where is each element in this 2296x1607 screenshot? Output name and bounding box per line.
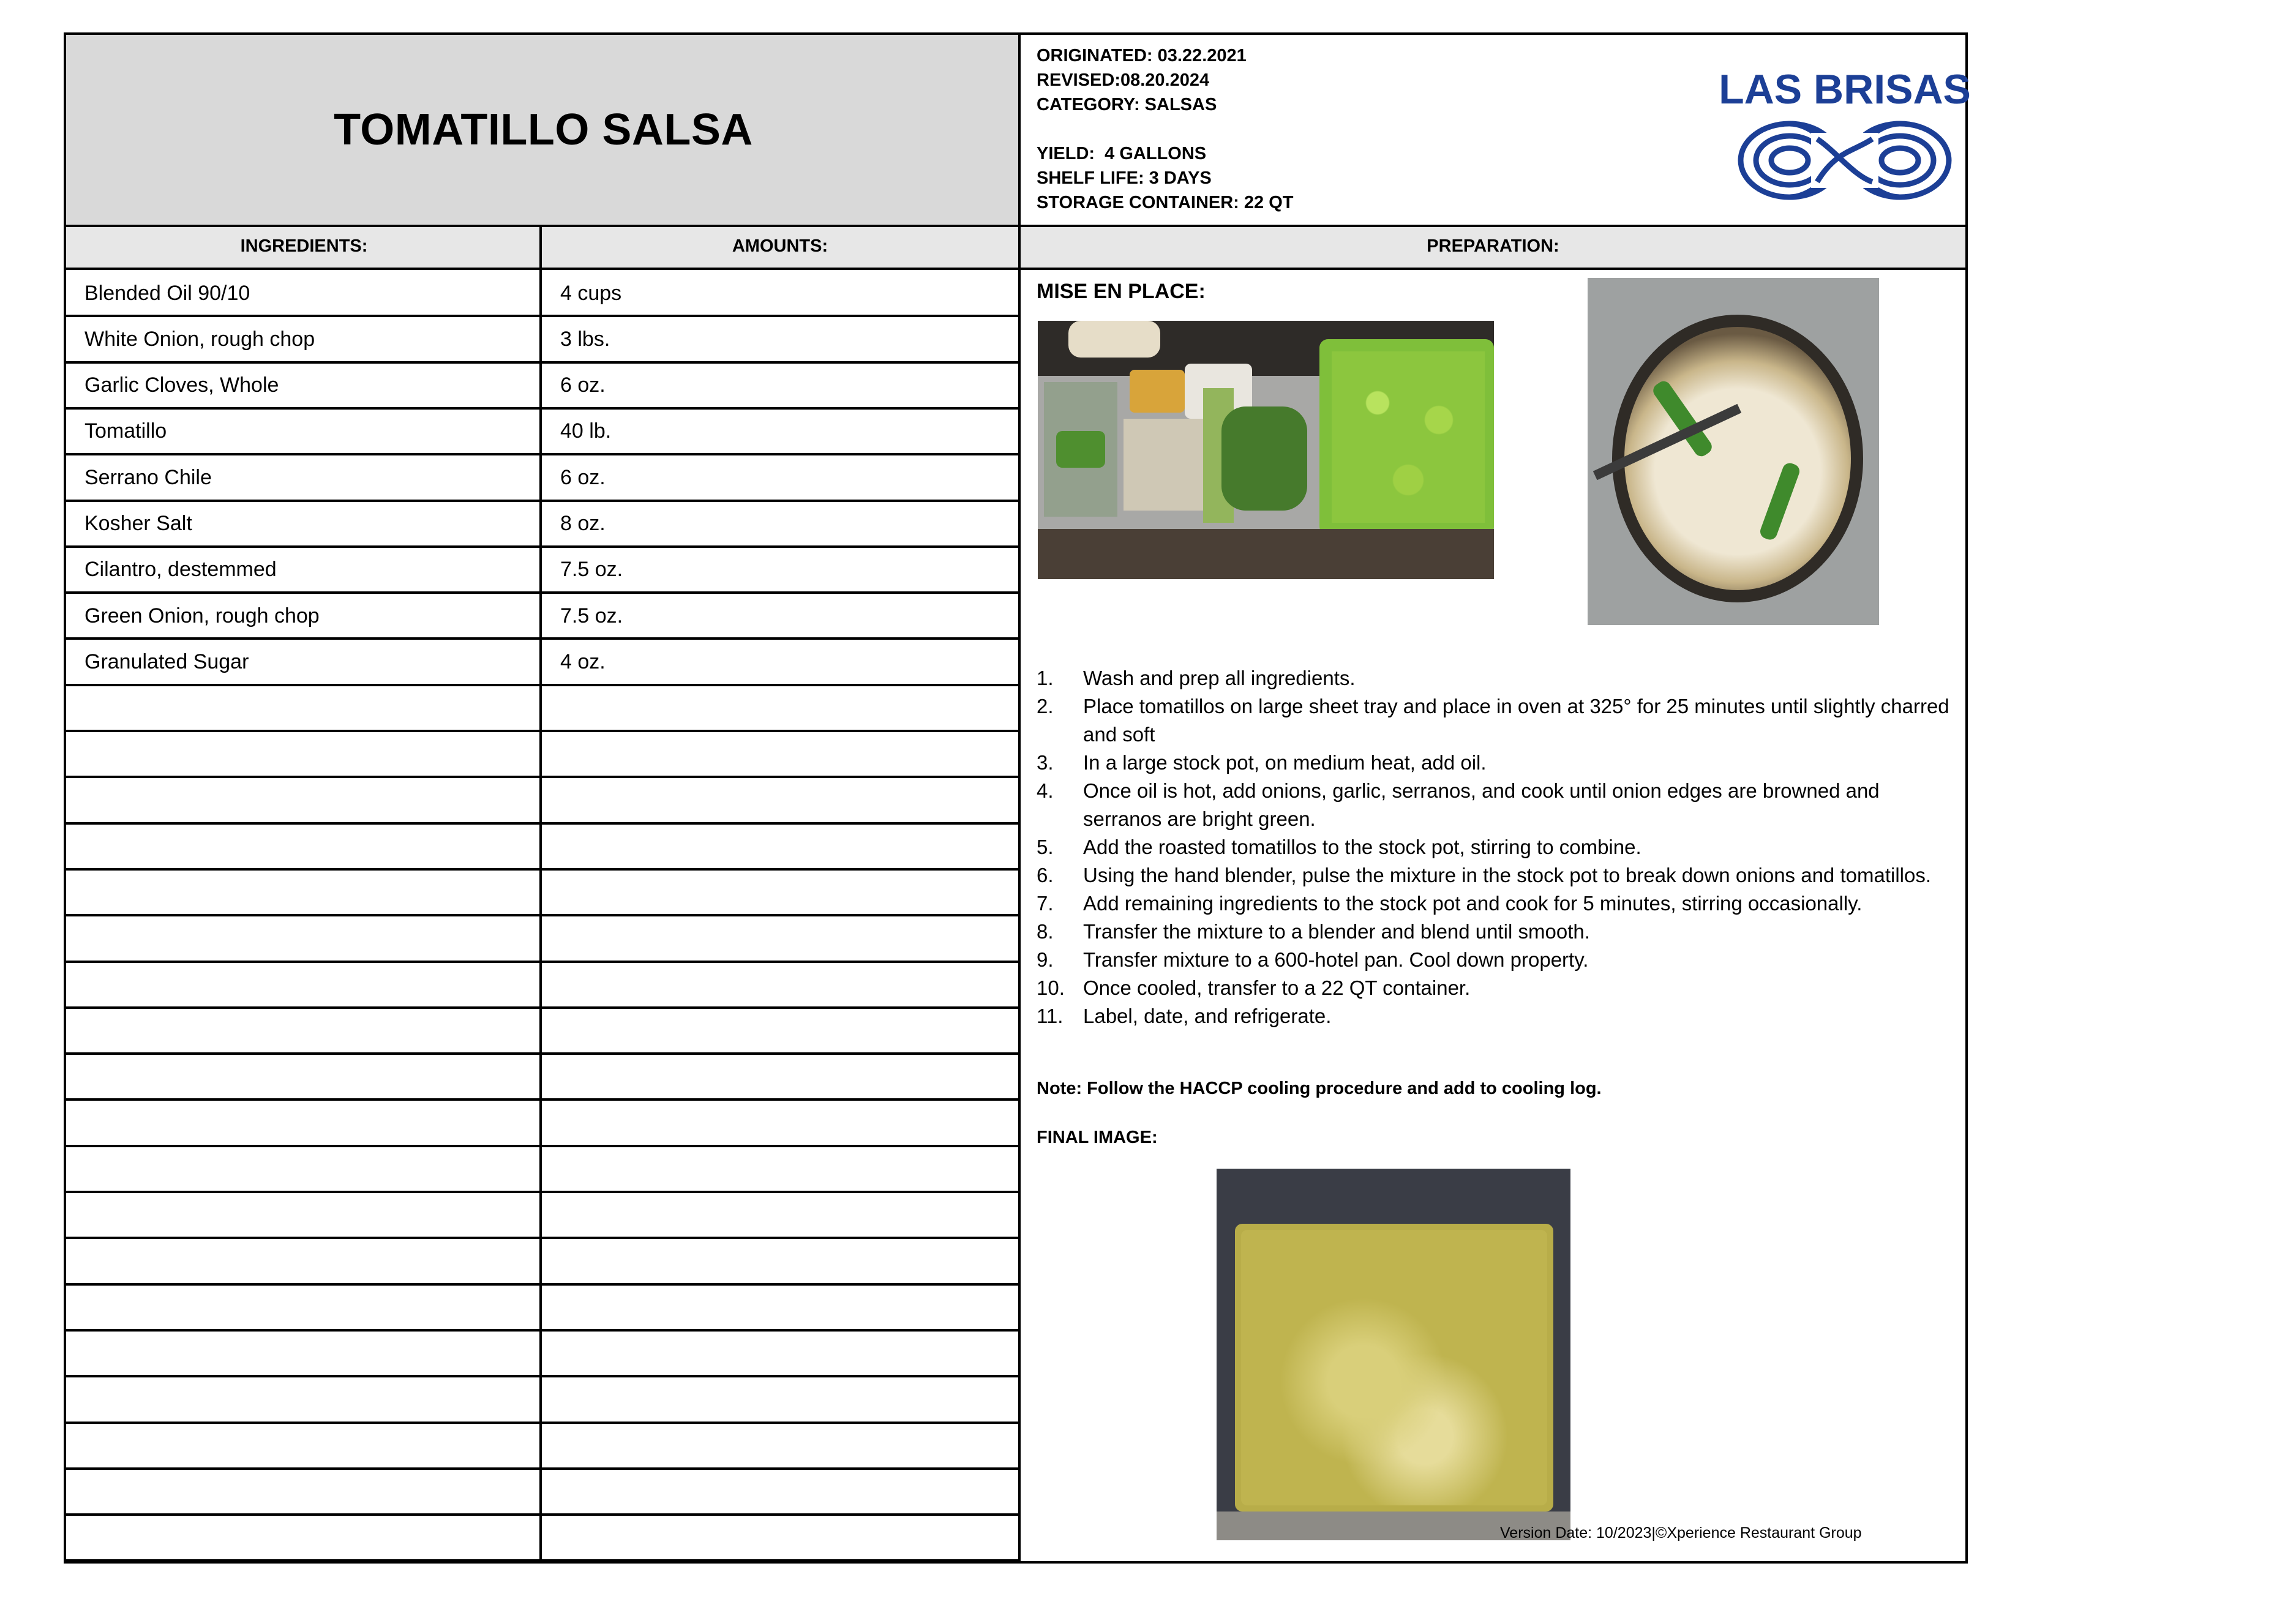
ingredient-name	[84, 1146, 538, 1193]
ingredient-amount	[560, 823, 1013, 870]
row-divider	[66, 637, 1018, 640]
ingredient-amount	[560, 1054, 1013, 1100]
ingredient-amount	[560, 731, 1013, 777]
row-divider	[66, 1006, 1018, 1009]
meta-category: CATEGORY: SALSAS	[1037, 95, 1217, 114]
ingredient-row	[66, 1284, 1018, 1331]
ingredient-amount	[560, 1099, 1013, 1146]
preparation-header: PREPARATION:	[1427, 236, 1559, 256]
row-divider	[66, 407, 1018, 410]
preparation-steps	[1037, 664, 1955, 1030]
title-cell	[66, 35, 1021, 225]
ingredient-amount: 8 oz.	[560, 512, 606, 535]
row-divider	[66, 961, 1018, 963]
row-divider	[66, 730, 1018, 732]
preparation-step	[1037, 861, 1955, 890]
step-number: 10.	[1037, 976, 1065, 999]
ingredient-name	[84, 1469, 538, 1515]
ingredient-name	[84, 1238, 538, 1284]
ingredient-name	[84, 869, 538, 916]
ingredient-amount	[560, 1423, 1013, 1469]
step-number: 5.	[1037, 836, 1054, 858]
las-brisas-logo	[1719, 59, 1971, 212]
ingredient-name	[84, 962, 538, 1008]
step-text: Using the hand blender, pulse the mixture in the stock pot to break down onions and tomatillos.	[1083, 864, 1932, 886]
ingredient-row	[66, 1146, 1018, 1193]
row-divider	[66, 1329, 1018, 1332]
step-text: Once cooled, transfer to a 22 QT container.	[1083, 976, 1471, 999]
row-divider	[66, 1375, 1018, 1377]
ingredient-row	[66, 962, 1018, 1008]
ingredient-amount	[560, 1008, 1013, 1054]
ingredient-name	[84, 1284, 538, 1331]
ingredient-name: Serrano Chile	[84, 465, 212, 489]
row-divider	[66, 868, 1018, 871]
row-divider	[66, 1422, 1018, 1424]
ingredient-row	[66, 869, 1018, 916]
ingredient-name	[84, 1423, 538, 1469]
ingredient-name: Cilantro, destemmed	[84, 558, 277, 582]
recipe-meta	[1037, 43, 1293, 215]
step-number: 11.	[1037, 1005, 1064, 1027]
ingredient-name	[84, 823, 538, 870]
recipe-title: TOMATILLO SALSA	[334, 105, 753, 154]
row-divider	[66, 591, 1018, 594]
step-number: 8.	[1037, 920, 1054, 943]
ingredient-name	[84, 1008, 538, 1054]
row-divider	[66, 822, 1018, 825]
ingredient-name: White Onion, rough chop	[84, 327, 315, 351]
ingredient-name	[84, 1330, 538, 1377]
ingredient-name	[84, 777, 538, 823]
row-divider	[66, 914, 1018, 916]
ingredient-amount: 6 oz.	[560, 373, 606, 397]
ingredient-amount: 40 lb.	[560, 419, 612, 443]
ingredient-name	[84, 1376, 538, 1423]
ingredient-amount: 4 oz.	[560, 650, 606, 673]
ingredient-name	[84, 1560, 538, 1607]
ingredient-row	[66, 1469, 1018, 1515]
ingredient-row	[66, 1560, 1018, 1607]
ingredient-row	[66, 823, 1018, 870]
ingredient-name	[84, 1515, 538, 1561]
ingredient-name: Kosher Salt	[84, 512, 192, 535]
row-divider	[66, 1237, 1018, 1239]
logo-text: LAS BRISAS	[1719, 66, 1971, 113]
preparation-step	[1037, 1002, 1955, 1030]
ingredient-amount	[560, 1146, 1013, 1193]
row-divider	[66, 776, 1018, 778]
preparation-step	[1037, 974, 1955, 1002]
ingredient-row	[66, 915, 1018, 962]
meta-spacer	[1037, 117, 1293, 141]
column-header-row	[66, 225, 1965, 270]
ingredient-row	[66, 1423, 1018, 1469]
ingredient-row	[66, 685, 1018, 732]
preparation-step	[1037, 890, 1955, 918]
final-salsa-photo	[1217, 1169, 1570, 1540]
meta-storage: STORAGE CONTAINER: 22 QT	[1037, 193, 1294, 212]
ingredient-amount: 4 cups	[560, 281, 622, 305]
row-divider	[66, 1559, 1018, 1562]
ingredient-name	[84, 1192, 538, 1238]
ingredient-row	[66, 1099, 1018, 1146]
row-divider	[66, 545, 1018, 548]
cooking-pot-photo	[1588, 278, 1879, 625]
step-text: Transfer the mixture to a blender and blend until smooth.	[1083, 920, 1590, 943]
ingredient-row	[66, 1192, 1018, 1238]
ingredient-amount: 7.5 oz.	[560, 558, 623, 582]
logo-graphic	[1719, 59, 1971, 212]
row-divider	[66, 453, 1018, 455]
preparation-step	[1037, 664, 1955, 692]
step-text: Once oil is hot, add onions, garlic, serranos, and cook until onion edges are browned and serranos are bright green.	[1083, 779, 1880, 830]
ingredient-row	[66, 501, 1018, 547]
ingredient-name: Blended Oil 90/10	[84, 281, 250, 305]
ingredient-amount	[560, 685, 1013, 732]
divider	[1018, 35, 1021, 1561]
meta-originated: ORIGINATED: 03.22.2021	[1037, 46, 1247, 66]
step-text: Add remaining ingredients to the stock pot and cook for 5 minutes, stirring occasionally.	[1083, 892, 1863, 915]
ingredient-row	[66, 408, 1018, 455]
ingredients-table	[66, 270, 1018, 1561]
row-divider	[66, 1052, 1018, 1055]
step-number: 4.	[1037, 779, 1054, 802]
ingredient-amount	[560, 962, 1013, 1008]
step-text: Place tomatillos on large sheet tray and place in oven at 325° for 25 minutes until slightly charred and soft	[1083, 695, 1949, 746]
ingredient-amount: 3 lbs.	[560, 327, 610, 351]
ingredient-row	[66, 316, 1018, 362]
ingredient-name	[84, 685, 538, 732]
step-text: Add the roasted tomatillos to the stock pot, stirring to combine.	[1083, 836, 1641, 858]
row-divider	[66, 1191, 1018, 1193]
ingredient-amount	[560, 1376, 1013, 1423]
divider	[66, 225, 1965, 227]
ingredient-name: Garlic Cloves, Whole	[84, 373, 279, 397]
ingredient-row	[66, 362, 1018, 409]
ingredient-row	[66, 1054, 1018, 1100]
ingredient-row	[66, 639, 1018, 685]
preparation-step	[1037, 777, 1955, 833]
ingredient-amount: 6 oz.	[560, 465, 606, 489]
step-text: Label, date, and refrigerate.	[1083, 1005, 1332, 1027]
ingredient-row	[66, 593, 1018, 639]
version-footer: Version Date: 10/2023|©Xperience Restaurant Group	[1500, 1524, 1862, 1541]
ingredient-amount	[560, 1284, 1013, 1331]
recipe-sheet	[64, 32, 1971, 1564]
haccp-note: Note: Follow the HACCP cooling procedure and add to cooling log.	[1037, 1079, 1602, 1098]
ingredient-amount	[560, 1469, 1013, 1515]
preparation-step	[1037, 918, 1955, 946]
ingredient-row	[66, 454, 1018, 501]
amounts-header: AMOUNTS:	[732, 236, 828, 256]
preparation-step	[1037, 692, 1955, 749]
ingredient-row	[66, 1330, 1018, 1377]
step-number: 6.	[1037, 864, 1054, 886]
step-number: 9.	[1037, 948, 1054, 971]
ingredient-row	[66, 1376, 1018, 1423]
step-text: In a large stock pot, on medium heat, add oil.	[1083, 751, 1487, 774]
preparation-step	[1037, 946, 1955, 974]
ingredient-name	[84, 731, 538, 777]
step-number: 1.	[1037, 667, 1054, 689]
step-number: 7.	[1037, 892, 1054, 915]
ingredient-amount	[560, 1560, 1013, 1607]
ingredient-row	[66, 270, 1018, 317]
row-divider	[66, 1098, 1018, 1101]
row-divider	[66, 1145, 1018, 1147]
ingredient-amount	[560, 869, 1013, 916]
row-divider	[66, 361, 1018, 364]
row-divider	[66, 315, 1018, 317]
preparation-step	[1037, 749, 1955, 777]
mise-en-place-photo	[1038, 321, 1494, 579]
ingredient-amount: 7.5 oz.	[560, 604, 623, 627]
row-divider	[66, 1467, 1018, 1470]
ingredient-name	[84, 915, 538, 962]
final-image-label: FINAL IMAGE:	[1037, 1128, 1158, 1147]
ingredient-amount	[560, 1515, 1013, 1561]
row-divider	[66, 1513, 1018, 1516]
ingredient-name: Tomatillo	[84, 419, 167, 443]
ingredient-amount	[560, 1330, 1013, 1377]
ingredient-amount	[560, 1238, 1013, 1284]
ingredient-row	[66, 1238, 1018, 1284]
ingredients-header: INGREDIENTS:	[240, 236, 368, 256]
ingredient-name	[84, 1099, 538, 1146]
meta-shelf-life: SHELF LIFE: 3 DAYS	[1037, 168, 1212, 188]
row-divider	[66, 1283, 1018, 1286]
step-number: 2.	[1037, 695, 1054, 717]
step-text: Transfer mixture to a 600-hotel pan. Cool down property.	[1083, 948, 1589, 971]
step-number: 3.	[1037, 751, 1054, 774]
ingredient-row	[66, 731, 1018, 777]
ingredient-row	[66, 777, 1018, 823]
ingredient-name	[84, 1054, 538, 1100]
ingredient-row	[66, 547, 1018, 593]
meta-revised: REVISED:08.20.2024	[1037, 70, 1210, 90]
ingredient-name: Granulated Sugar	[84, 650, 249, 673]
meta-yield: YIELD: 4 GALLONS	[1037, 144, 1207, 163]
mise-en-place-label: MISE EN PLACE:	[1037, 280, 1206, 303]
ingredient-amount	[560, 1192, 1013, 1238]
row-divider	[66, 500, 1018, 502]
step-text: Wash and prep all ingredients.	[1083, 667, 1356, 689]
ingredient-name: Green Onion, rough chop	[84, 604, 320, 627]
preparation-step	[1037, 833, 1955, 861]
row-divider	[66, 684, 1018, 686]
ingredient-amount	[560, 777, 1013, 823]
ingredient-row	[66, 1515, 1018, 1561]
ingredient-amount	[560, 915, 1013, 962]
ingredient-row	[66, 1008, 1018, 1054]
